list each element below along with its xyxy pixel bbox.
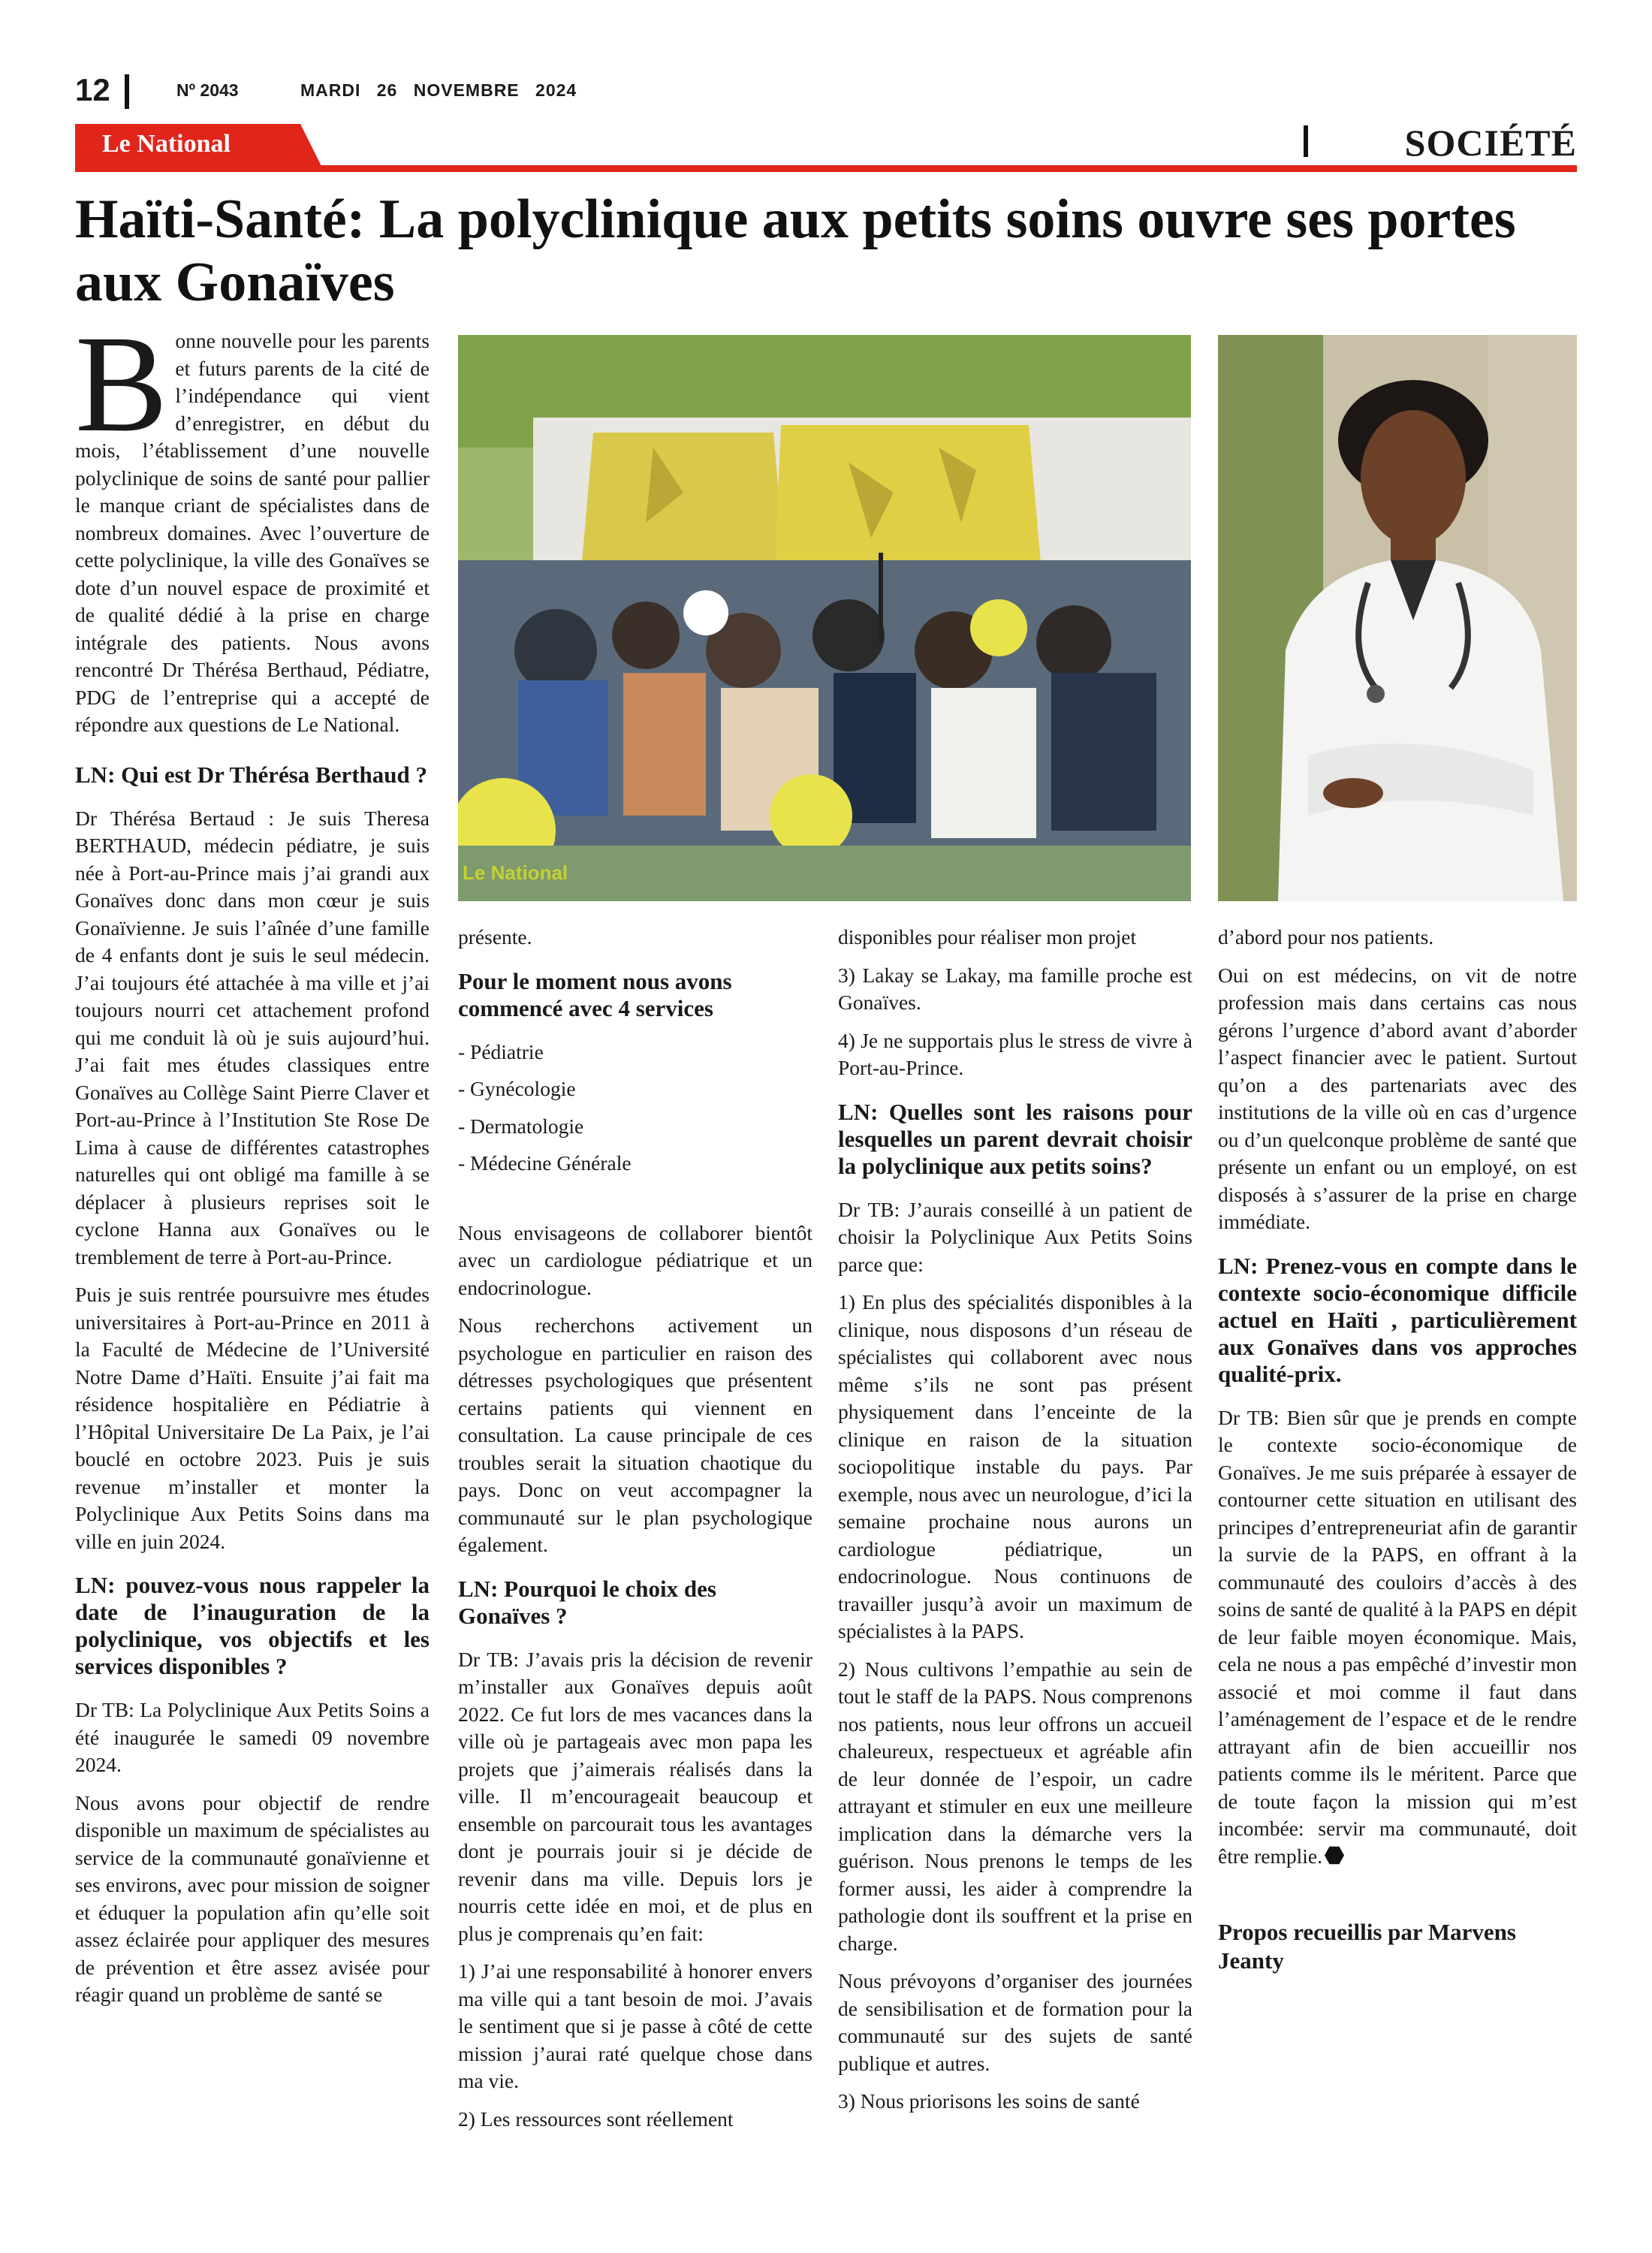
section-header bbox=[75, 124, 1577, 176]
audience-photo-icon bbox=[458, 335, 1191, 901]
body-paragraph: 3) Lakay se Lakay, ma famille proche est Gonaïves. bbox=[838, 963, 1192, 1014]
column-3 bbox=[838, 924, 1192, 2126]
answer-paragraph: Dr Thérésa Bertaud : Je suis Theresa BERTHAUD, médecin pédiatre, je suis née à Port-au-Prince mais j’ai grandi aux Gonaïves donc dans mon cœur je suis Gonaïvienne. Je suis l’aînée d’une famille de 4 enfants dont je suis le seul médecin. J’ai toujours été attachée à ma ville et j’ai toujours nourri cet attachement profond qui me conduit là où je suis aujourd’hui. J’ai fait mes études classiques entre Gonaïves au Collège Saint Pierre Claver et Port-au-Prince à l’Institution Ste Rose De Lima à cause de différentes catastrophes naturelles qui ont obligé ma famille à se déplacer à plusieurs reprises soit le cyclone Hanna aux Gonaïves ou le tremblement de terre à Port-au-Prince. bbox=[75, 806, 430, 1268]
byline: Propos recueillis par Marvens Jeanty bbox=[1218, 1919, 1516, 1974]
answer-paragraph: 2) Les ressources sont réellement bbox=[458, 2107, 734, 2131]
services-heading: Pour le moment nous avons commencé avec 4 services bbox=[458, 967, 732, 1021]
issue-number: Nº 2043 bbox=[176, 80, 239, 100]
answer-paragraph: Dr TB: J’avais pris la décision de revenir m’installer aux Gonaïves depuis août 2022. Ce fut lors de mes vacances dans la ville où je partageais avec mon papa les projets que j’aimerais réalisés dans la ville. Il m’encourageait beaucoup et ensemble on parcourait tous les avantages dont je pourrais jouir si je décide de revenir dans ma ville. Depuis lors je nourris cette idée en moi, et de plus en plus je comprenais qu’en fait: bbox=[458, 1647, 812, 1945]
question-heading: LN: Pourquoi le choix des Gonaïves ? bbox=[458, 1575, 716, 1629]
continued-text: disponibles pour réaliser mon projet bbox=[838, 925, 1137, 949]
list-item: - Gynécologie bbox=[458, 1077, 576, 1100]
answer-paragraph: 1) En plus des spécialités disponibles à la clinique, nous disposons d’un réseau de spécialistes qui collaborent avec nous même s’ils ne sont pas présent physiquement dans l’enceinte de la clinique en raison de la situation sociopolitique instable du pays. Par exemple, nous avec un neurologue, d’ici la semaine prochaine nous aurons un cardiologue pédiatrique, un endocrinologue. Nous continuons de travailler jusqu’à avoir un maximum de spécialistes à la PAPS. bbox=[838, 1290, 1192, 1642]
page-number-divider bbox=[125, 74, 129, 109]
answer-paragraph: Dr TB: La Polyclinique Aux Petits Soins a été inaugurée le samedi 09 novembre 2024. bbox=[75, 1698, 430, 1776]
list-item: - Dermatologie bbox=[458, 1114, 584, 1138]
intro-paragraph: Bonne nouvelle pour les parents et futurs parents de la cité de l’indépendance qui vient d’enregistrer, en début du mois, l’établissement d’une nouvelle polyclinique de soins de santé pour pallier le manque criant de spécialistes dans de nombreux domaines. Avec l’ouverture de cette polyclinique, la ville des Gonaïves se dote d’un nouvel espace de proximité et de qualité dédié à la prise en charge intégrale des patients. Nous avons rencontré Dr Thérésa Berthaud, Pédiatre, PDG de l’entreprise qui a accepté de répondre aux questions de Le National. bbox=[75, 307, 430, 736]
question-heading: LN: pouvez-vous nous rappeler la date de l’inauguration de la polyclinique, vos objectifs et les services disponibles ? bbox=[75, 1572, 430, 1679]
page-number: 12 bbox=[75, 72, 110, 107]
services-list bbox=[458, 1039, 812, 1178]
masthead bbox=[75, 71, 1577, 109]
question-heading: LN: Prenez-vous en compte dans le contexte socio-économique difficile actuel en Haïti , particulièrement aux Gonaïves dans vos approches qualité-prix. bbox=[1218, 1252, 1577, 1387]
list-item: - Médecine Générale bbox=[458, 1151, 632, 1175]
answer-paragraph: Puis je suis rentrée poursuivre mes études universitaires à Port-au-Prince en 2011 à la Faculté de Médecine de l’Université Notre Dame d’Haïti. Ensuite j’ai fait ma résidence hospitalière en Pédiatrie à l’Hôpital Universitaire De La Paix, je l’ai bouclé en octobre 2023. Puis je suis revenue m’installer et monter la Polyclinique Aux Petits Soins dans ma ville en juin 2024. bbox=[75, 1283, 430, 1553]
answer-paragraph: Nous avons pour objectif de rendre disponible un maximum de spécialistes au service de la communauté gonaïvienne et ses environs, avec pour mission de soigner et éduquer la population afin qu’elle soit assez éclairée pour appliquer des mesures de prévention et être assez avisée pour réagir quand un problème de santé se bbox=[75, 1790, 430, 2006]
answer-paragraph: 3) Nous priorisons les soins de santé bbox=[838, 2089, 1140, 2113]
end-of-article-icon bbox=[1325, 1846, 1344, 1865]
column-4 bbox=[1218, 924, 1577, 1975]
doctor-portrait-photo bbox=[1218, 335, 1577, 901]
headline: Haïti-Santé: La polyclinique aux petits soins ouvre ses portes aux Gonaïves bbox=[75, 189, 1516, 313]
body-paragraph: 4) Je ne supportais plus le stress de vivre à Port-au-Prince. bbox=[838, 1028, 1192, 1079]
column-2 bbox=[458, 924, 812, 2143]
body-paragraph: Nous envisageons de collaborer bientôt avec un cardiologue pédiatrique et un endocrinologue. bbox=[458, 1220, 812, 1299]
section-name: SOCIÉTÉ bbox=[1404, 122, 1577, 164]
answer-paragraph: 2) Nous cultivons l’empathie au sein de tout le staff de la PAPS. Nous comprenons nos patients, nous leur offrons un accueil chaleureux, respectueux et agréable afin de leur donnée de l’espoir, un cadre attrayant et stimuler en eux une meilleure implication dans la démarche vers la guérison. Nous prenons le temps de les former aussi, les aider à comprendre la pathologie dont ils souffrent et la prise en charge. bbox=[838, 1657, 1192, 1955]
continued-text: présente. bbox=[458, 925, 532, 949]
body-paragraph: Nous recherchons activement un psychologue en particulier en raison des détresses psychologiques que présentent certains patients qui viennent en consultation. La cause principale de ces troubles serait la situation chaotique du pays. Donc on veut accompagner la communauté sur le plan psychologique également. bbox=[458, 1313, 812, 1556]
continued-text: d’abord pour nos patients. bbox=[1218, 925, 1434, 949]
answer-paragraph bbox=[1218, 1404, 1577, 1871]
body-paragraph: Oui on est médecins, on vit de notre profession mais dans certains cas nous gérons l’urgence d’abord avant d’aborder l’aspect financier avec le patient. Surtout qu’on a des partenariats avec des institutions de la ville où en cas d’urgence ou d’un quelconque problème de santé que présente un enfant ou un employé, on est disposés à s’assurer de la prise en charge immédiate. bbox=[1218, 963, 1577, 1233]
photo-watermark: Le National bbox=[463, 861, 568, 884]
answer-paragraph: Dr TB: J’aurais conseillé à un patient de choisir la Polyclinique Aux Petits Soins parce que: bbox=[838, 1197, 1192, 1276]
answer-text: Dr TB: Bien sûr que je prends en compte le contexte socio-économique de Gonaïves. Je me suis préparée à essayer de contourner cette situation en utilisant des principes d’entrepreneuriat afin de garantir la survie de la PAPS, en offrant à la communauté des couloirs d’accès à des soins de santé de qualité à la PAPS en dépit de leur faible moyen économique. Mais, cela ne nous a pas empêché d’investir mon associé et moi comme il faut dans l’aménagement de l’espace et de le rendre attrayant afin de bien accueillir nos patients comme ils le méritent. Parce que de toute façon la mission qui m’est incombée: servir ma communauté, doit être remplie. bbox=[1218, 1405, 1577, 1868]
audience-photo bbox=[458, 335, 1191, 901]
section-divider bbox=[1304, 125, 1308, 157]
list-item: - Pédiatrie bbox=[458, 1039, 544, 1063]
question-heading: LN: Qui est Dr Thérésa Berthaud ? bbox=[75, 761, 428, 788]
column-1 bbox=[75, 307, 430, 2019]
doctor-portrait-icon bbox=[1218, 335, 1577, 901]
answer-paragraph: 1) J’ai une responsabilité à honorer envers ma ville qui a tant besoin de moi. J’avais le sentiment que si je passe à côté de cette mission j’aurai raté quelque chose dans ma vie. bbox=[458, 1959, 812, 2092]
issue-date: MARDI 26 NOVEMBRE 2024 bbox=[300, 80, 577, 100]
question-heading: LN: Quelles sont les raisons pour lesquelles un parent devrait choisir la polyclinique aux petits soins? bbox=[838, 1098, 1192, 1179]
brand-name: Le National bbox=[102, 130, 231, 158]
answer-paragraph: Nous prévoyons d’organiser des journées de sensibilisation et de formation pour la communauté sur des sujets de santé publique et autres. bbox=[838, 1969, 1192, 2075]
